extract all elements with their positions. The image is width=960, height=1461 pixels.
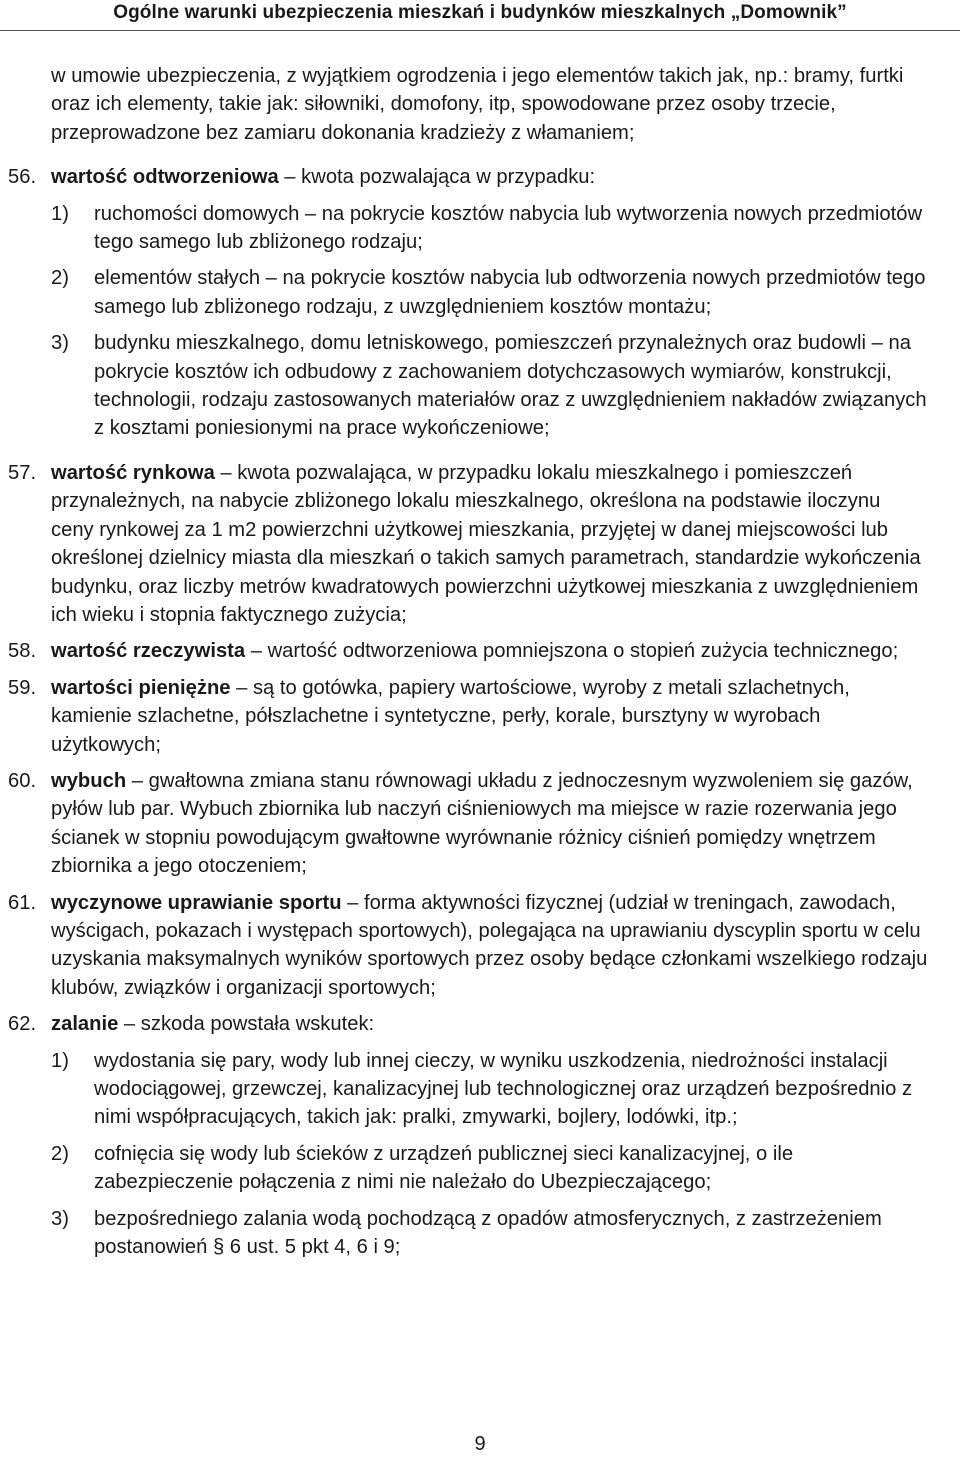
definition-description: – szkoda powstała wskutek:: [118, 1013, 375, 1036]
document-title: Ogólne warunki ubezpieczenia mieszkań i budynków mieszkalnych „Domownik”: [113, 2, 847, 23]
definition-item: [8, 889, 928, 1003]
definition-item: [8, 767, 928, 881]
definition-number: 57.: [8, 461, 37, 484]
definition-term: zalanie: [51, 1013, 119, 1036]
definition-text: [51, 674, 928, 759]
definition-item: [8, 674, 928, 759]
definition-item: [8, 459, 928, 629]
sub-item: [51, 200, 928, 257]
definition-item: [8, 1010, 928, 1269]
definition-term: wartości pieniężne: [51, 676, 231, 699]
definition-text: [51, 767, 928, 881]
definition-term: wartość rynkowa: [51, 461, 215, 484]
definition-body: [51, 637, 928, 665]
sub-item-text: budynku mieszkalnego, domu letniskowego, pomieszczeń przynależnych oraz budowli – na pokrycie kosztów ich odbudowy z zachowaniem dotychczasowych wymiarów, konstrukcji, technologii, rodzaju zastosowanych materiałów oraz z uwzględnieniem nakładów związanych z kosztami poniesionymi na prace wykończeniowe;: [94, 332, 927, 440]
sub-item-text: elementów stałych – na pokrycie kosztów nabycia lub odtworzenia nowych przedmiotów tego samego lub zbliżonego rodzaju, z uwzględnieniem kosztów montażu;: [94, 267, 926, 318]
sub-item-number: 2): [51, 267, 69, 290]
header-divider: [0, 30, 960, 31]
definition-description: – forma aktywności fizycznej (udział w treningach, zawodach, wyścigach, pokazach i występach sportowych), polegająca na uprawianiu dyscyplin sportu w celu uzyskania maksymalnych wyników sportowych przez osoby będące członkami wszelkiego rodzaju klubów, związków i organizacji sportowych;: [51, 891, 928, 999]
definition-text: [51, 163, 928, 191]
sub-item-number: 2): [51, 1142, 69, 1165]
sub-item: [51, 1205, 928, 1262]
definition-text: [51, 889, 928, 1003]
definition-term: wartość odtworzeniowa: [51, 166, 279, 189]
definition-term: wybuch: [51, 769, 127, 792]
definition-text: [51, 637, 928, 665]
definition-description: – są to gotówka, papiery wartościowe, wyroby z metali szlachetnych, kamienie szlachetne, półszlachetne i syntetyczne, perły, korale, bursztyny w wyrobach użytkowych;: [51, 676, 850, 756]
definition-term: wartość rzeczywista: [51, 640, 246, 663]
definition-body: [51, 674, 928, 759]
definition-description: – kwota pozwalająca, w przypadku lokalu mieszkalnego i pomieszczeń przynależnych, na nabycie zbliżonego lokalu mieszkalnego, określona na podstawie iloczynu ceny rynkowej za 1 m2 powierzchni użytkowej mieszkania, przyjętej w danej miejscowości lub określonej dzielnicy miasta dla mieszkań o takich samych parametrach, standardzie wykończenia budynku, oraz liczby metrów kwadratowych powierzchni użytkowej mieszkania z uwzględnieniem ich wieku i stopnia faktycznego zużycia;: [51, 461, 921, 626]
definition-body: [51, 459, 928, 629]
definition-text: [51, 1010, 928, 1038]
definition-number: 56.: [8, 166, 37, 189]
sub-item: [51, 264, 928, 321]
definition-term: wyczynowe uprawianie sportu: [51, 891, 342, 914]
continuation-paragraph: w umowie ubezpieczenia, z wyjątkiem ogrodzenia i jego elementów takich jak, np.: bramy, furtki oraz ich elementy, takie jak: siłowniki, domofony, itp, spowodowane przez osoby trzecie, przeprowadzone bez zamiaru dokonania kradzieży z włamaniem;: [51, 65, 904, 144]
definition-number: 59.: [8, 676, 37, 699]
sub-item: [51, 1140, 928, 1197]
definition-number: 62.: [8, 1013, 37, 1036]
sub-item-text: ruchomości domowych – na pokrycie kosztów nabycia lub wytworzenia nowych przedmiotów tego samego lub zbliżonego rodzaju;: [94, 202, 923, 254]
definition-description: – kwota pozwalająca w przypadku:: [278, 166, 596, 189]
document-body: [8, 62, 928, 1277]
sub-item-text: wydostania się pary, wody lub innej cieczy, w wyniku uszkodzenia, niedrożności instalacji wodociągowej, grzewczej, kanalizacyjnej lub technologicznej oraz urządzeń bezpośrednio z nimi współpracujących, takich jak: pralki, zmywarki, bojlery, lodówki, itp.;: [94, 1049, 913, 1129]
definition-body: [51, 889, 928, 1003]
definition-number: 60.: [8, 769, 37, 792]
page-number: 9: [474, 1433, 486, 1455]
definition-number: 58.: [8, 640, 37, 663]
definition-description: – gwałtowna zmiana stanu równowagi układu z jednoczesnym wyzwoleniem się gazów, pyłów lub par. Wybuch zbiornika lub naczyń ciśnieniowych ma miejsce w razie rozerwania jego ścianek w stopniu powodującym gwałtowne wyrównanie różnicy ciśnień pomiędzy wnętrzem zbiornika a jego otoczeniem;: [51, 769, 913, 878]
sub-item-number: 1): [51, 202, 69, 225]
sub-item-number: 3): [51, 332, 69, 355]
definition-number: 61.: [8, 891, 37, 914]
definition-description: – wartość odtworzeniowa pomniejszona o stopień zużycia technicznego;: [245, 640, 899, 663]
definitions-list: [8, 163, 928, 1269]
definition-text: [51, 459, 928, 629]
definition-body: [51, 163, 928, 451]
sub-item: [51, 329, 928, 443]
sub-item-number: 3): [51, 1207, 69, 1230]
page-header: [0, 0, 960, 34]
sub-item-number: 1): [51, 1049, 69, 1072]
definition-body: [51, 1010, 928, 1269]
sub-item-text: bezpośredniego zalania wodą pochodzącą z opadów atmosferycznych, z zastrzeżeniem postanowień § 6 ust. 5 pkt 4, 6 i 9;: [94, 1207, 882, 1259]
definition-item: [8, 163, 928, 451]
sub-item-text: cofnięcia się wody lub ścieków z urządzeń publicznej sieci kanalizacyjnej, o ile zabezpieczenie połączenia z nimi nie należało do Ubezpieczającego;: [94, 1142, 794, 1194]
sub-item: [51, 1047, 928, 1132]
definition-item: [8, 637, 928, 665]
definition-body: [51, 767, 928, 881]
